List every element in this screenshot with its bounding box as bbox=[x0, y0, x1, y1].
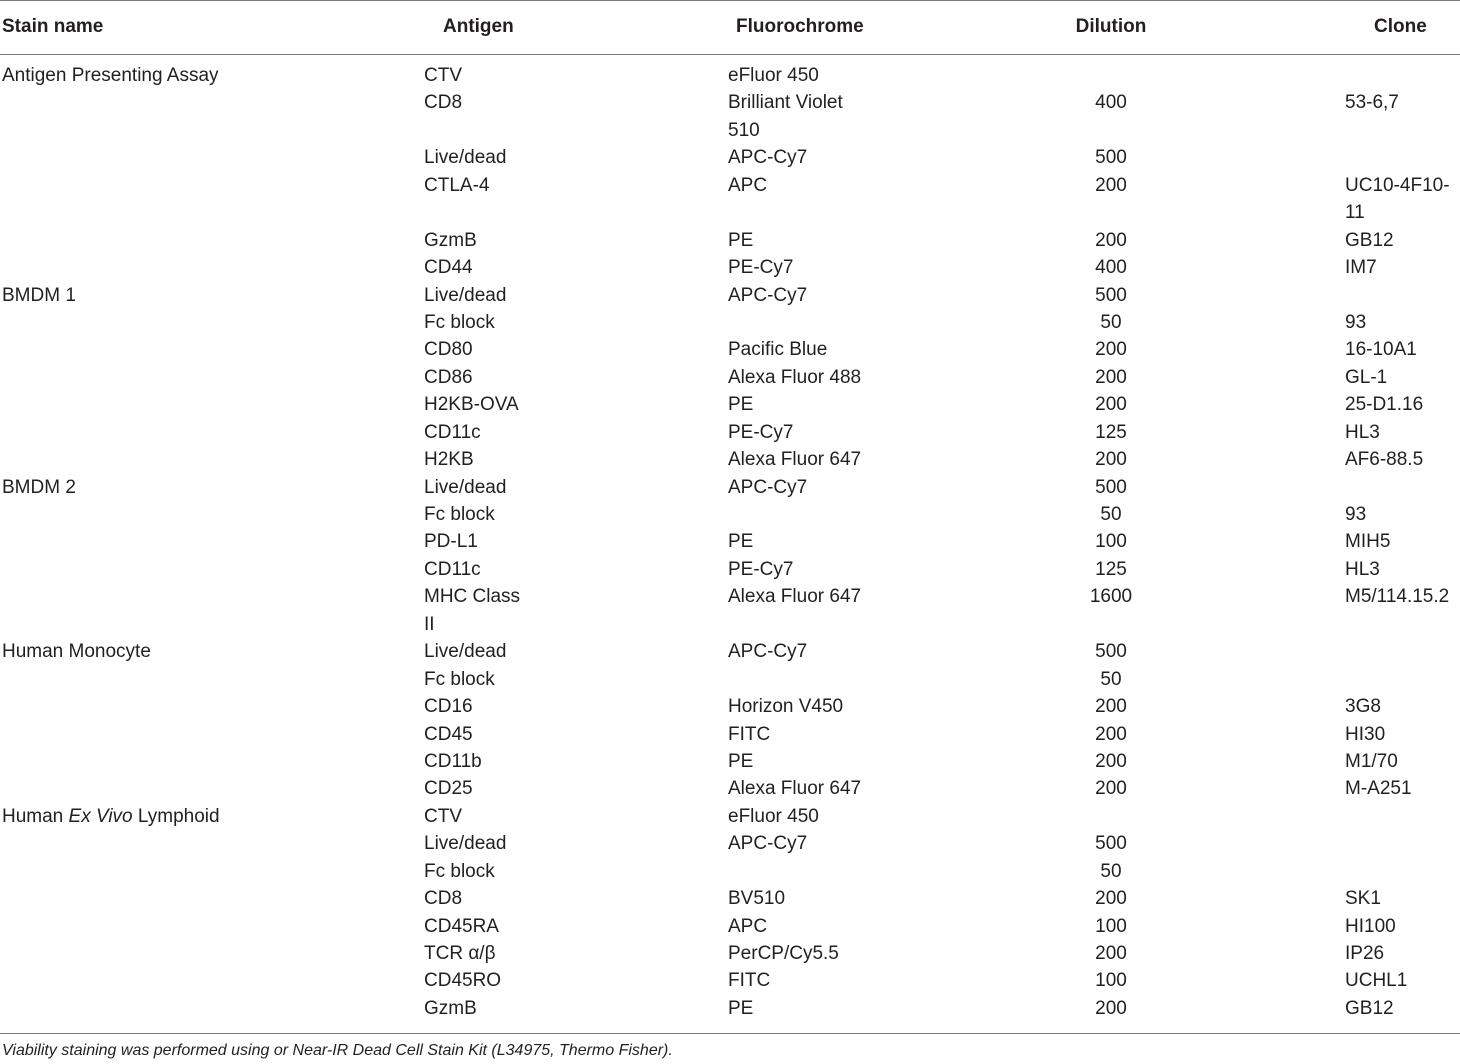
dilution-cell: 50 bbox=[1100, 311, 1122, 333]
clone-cell: IM7 bbox=[1345, 257, 1377, 279]
dilution-cell: 100 bbox=[1095, 531, 1127, 553]
antigen-cell: CD11c bbox=[424, 558, 481, 580]
clone-cell: GB12 bbox=[1345, 997, 1394, 1019]
table-row bbox=[0, 830, 1460, 857]
antigen-cell: Fc block bbox=[424, 860, 495, 882]
header-stain-name: Stain name bbox=[2, 16, 104, 37]
dilution-cell: 400 bbox=[1095, 92, 1127, 114]
dilution-cell: 200 bbox=[1095, 366, 1127, 388]
dilution-cell: 50 bbox=[1100, 860, 1122, 882]
dilution-cell: 50 bbox=[1100, 504, 1122, 525]
table-row bbox=[0, 913, 1460, 940]
table-row bbox=[0, 858, 1460, 885]
table-row bbox=[0, 172, 1460, 199]
antigen-cell: CTLA-4 bbox=[424, 174, 490, 196]
antigen-cell: Fc block bbox=[424, 504, 495, 525]
dilution-cell: 200 bbox=[1095, 943, 1127, 964]
dilution-cell: 500 bbox=[1095, 476, 1127, 498]
fluorochrome-cell: BV510 bbox=[728, 888, 786, 910]
clone-cell: M-A251 bbox=[1345, 778, 1412, 800]
table-row bbox=[0, 721, 1460, 748]
dilution-cell: 200 bbox=[1095, 229, 1127, 251]
dilution-cell: 400 bbox=[1095, 257, 1127, 279]
clone-cell: 16-10A1 bbox=[1345, 339, 1417, 361]
antigen-cell: CTV bbox=[424, 805, 462, 827]
table-row bbox=[0, 775, 1460, 802]
antigen-cell: H2KB-OVA bbox=[424, 394, 519, 416]
fluorochrome-cell: Brilliant Violet bbox=[728, 92, 843, 114]
dilution-cell: 500 bbox=[1095, 833, 1127, 855]
clone-cell: SK1 bbox=[1345, 888, 1381, 910]
table-row bbox=[0, 611, 1460, 638]
table-row bbox=[0, 144, 1460, 171]
header-clone: Clone bbox=[1374, 16, 1427, 37]
table-row bbox=[0, 391, 1460, 418]
table-top-rule bbox=[0, 0, 1460, 1]
antigen-cell: CD86 bbox=[424, 366, 473, 388]
fluorochrome-cell: APC-Cy7 bbox=[728, 833, 808, 855]
fluorochrome-cell: 510 bbox=[728, 119, 760, 141]
clone-cell: UCHL1 bbox=[1345, 970, 1408, 992]
table-row bbox=[0, 336, 1460, 363]
antigen-cell: H2KB bbox=[424, 449, 474, 471]
antigen-cell: Live/dead bbox=[424, 476, 507, 498]
fluorochrome-cell: PE bbox=[728, 394, 754, 416]
fluorochrome-cell: APC bbox=[728, 174, 768, 196]
table-row bbox=[0, 364, 1460, 391]
fluorochrome-cell: APC bbox=[728, 915, 768, 937]
table-row bbox=[0, 583, 1460, 610]
fluorochrome-cell: PE bbox=[728, 997, 754, 1019]
antigen-cell: CD8 bbox=[424, 92, 463, 114]
dilution-cell: 200 bbox=[1095, 888, 1127, 910]
fluorochrome-cell: PE-Cy7 bbox=[728, 421, 794, 443]
dilution-cell: 200 bbox=[1095, 997, 1127, 1019]
antigen-cell: CD16 bbox=[424, 696, 473, 718]
antigen-cell: CD45RO bbox=[424, 970, 502, 992]
clone-cell: 3G8 bbox=[1345, 696, 1381, 718]
fluorochrome-cell: Alexa Fluor 647 bbox=[728, 449, 862, 471]
dilution-cell: 200 bbox=[1095, 750, 1127, 772]
dilution-cell: 200 bbox=[1095, 778, 1127, 800]
table-row bbox=[0, 309, 1460, 336]
clone-cell: 25-D1.16 bbox=[1345, 394, 1424, 416]
fluorochrome-cell: PerCP/Cy5.5 bbox=[728, 943, 839, 964]
dilution-cell: 200 bbox=[1095, 339, 1127, 361]
clone-cell: IP26 bbox=[1345, 943, 1385, 964]
antigen-cell: CD8 bbox=[424, 888, 463, 910]
clone-cell: M5/114.15.2 bbox=[1345, 586, 1450, 608]
fluorochrome-cell: Alexa Fluor 647 bbox=[728, 778, 862, 800]
fluorochrome-cell: eFluor 450 bbox=[728, 65, 819, 86]
dilution-cell: 125 bbox=[1095, 421, 1127, 443]
header-antigen: Antigen bbox=[443, 16, 514, 37]
antigen-cell: CD45RA bbox=[424, 915, 499, 937]
dilution-cell: 200 bbox=[1095, 696, 1127, 718]
dilution-cell: 125 bbox=[1095, 558, 1127, 580]
stain-name-cell: Human Monocyte bbox=[2, 641, 151, 663]
table-row bbox=[0, 199, 1460, 226]
table-row bbox=[0, 501, 1460, 528]
dilution-cell: 500 bbox=[1095, 641, 1127, 663]
stain-name-cell: BMDM 2 bbox=[2, 476, 76, 498]
stain-name-cell: Antigen Presenting Assay bbox=[2, 65, 219, 86]
dilution-cell: 200 bbox=[1095, 394, 1127, 416]
table-row bbox=[0, 254, 1460, 281]
antigen-cell: CD25 bbox=[424, 778, 473, 800]
fluorochrome-cell: FITC bbox=[728, 970, 771, 992]
antigen-cell: CD80 bbox=[424, 339, 473, 361]
antigen-cell: Live/dead bbox=[424, 641, 507, 663]
antigen-cell: Live/dead bbox=[424, 147, 507, 169]
dilution-cell: 100 bbox=[1095, 970, 1127, 992]
clone-cell: HI100 bbox=[1345, 915, 1396, 937]
dilution-cell: 500 bbox=[1095, 284, 1127, 306]
table-bottom-rule bbox=[0, 1033, 1460, 1034]
table-row bbox=[0, 748, 1460, 775]
table-body bbox=[0, 62, 1460, 1022]
clone-cell: AF6-88.5 bbox=[1345, 449, 1424, 471]
fluorochrome-cell: PE bbox=[728, 531, 754, 553]
clone-cell: 93 bbox=[1345, 311, 1367, 333]
table-row bbox=[0, 227, 1460, 254]
table-row bbox=[0, 117, 1460, 144]
table-row bbox=[0, 666, 1460, 693]
dilution-cell: 500 bbox=[1095, 147, 1127, 169]
stain-name-cell: BMDM 1 bbox=[2, 284, 76, 306]
clone-cell: HL3 bbox=[1345, 558, 1380, 580]
clone-cell: UC10-4F10- bbox=[1345, 174, 1450, 196]
table-row bbox=[0, 638, 1460, 665]
table-row bbox=[0, 556, 1460, 583]
fluorochrome-cell: Horizon V450 bbox=[728, 696, 844, 718]
clone-cell: 11 bbox=[1345, 202, 1365, 224]
antigen-cell: Live/dead bbox=[424, 833, 507, 855]
dilution-cell: 1600 bbox=[1089, 586, 1133, 608]
table-row bbox=[0, 995, 1460, 1022]
antigen-cell: MHC Class bbox=[424, 586, 521, 608]
table-row bbox=[0, 419, 1460, 446]
fluorochrome-cell: APC-Cy7 bbox=[728, 641, 808, 663]
table-row bbox=[0, 885, 1460, 912]
antigen-cell: Fc block bbox=[424, 311, 495, 333]
table-row bbox=[0, 803, 1460, 830]
fluorochrome-cell: APC-Cy7 bbox=[728, 476, 808, 498]
dilution-cell: 200 bbox=[1095, 174, 1127, 196]
dilution-cell: 50 bbox=[1100, 668, 1122, 690]
header-dilution: Dilution bbox=[1075, 16, 1147, 37]
clone-cell: GL-1 bbox=[1345, 366, 1388, 388]
clone-cell: 53-6,7 bbox=[1345, 92, 1399, 114]
table-row bbox=[0, 62, 1460, 89]
clone-cell: 93 bbox=[1345, 504, 1367, 525]
dilution-cell: 200 bbox=[1095, 449, 1127, 471]
fluorochrome-cell: APC-Cy7 bbox=[728, 284, 808, 306]
clone-cell: M1/70 bbox=[1345, 750, 1398, 772]
antigen-cell: CD11b bbox=[424, 750, 482, 772]
clone-cell: HI30 bbox=[1345, 723, 1386, 745]
fluorochrome-cell: Pacific Blue bbox=[728, 339, 828, 361]
antigen-cell: CTV bbox=[424, 65, 462, 86]
fluorochrome-cell: FITC bbox=[728, 723, 771, 745]
table-row bbox=[0, 967, 1460, 994]
antigen-cell: II bbox=[424, 613, 435, 635]
header-rule bbox=[0, 54, 1460, 55]
stain-name-cell: Human Ex Vivo Lymphoid bbox=[2, 805, 220, 827]
fluorochrome-cell: PE-Cy7 bbox=[728, 257, 794, 279]
antigen-cell: PD-L1 bbox=[424, 531, 478, 553]
clone-cell: HL3 bbox=[1345, 421, 1380, 443]
header-fluorochrome: Fluorochrome bbox=[736, 16, 864, 37]
fluorochrome-cell: PE bbox=[728, 229, 754, 251]
fluorochrome-cell: APC-Cy7 bbox=[728, 147, 808, 169]
table-row bbox=[0, 474, 1460, 501]
antigen-cell: CD11c bbox=[424, 421, 481, 443]
table-row bbox=[0, 282, 1460, 309]
dilution-cell: 200 bbox=[1095, 723, 1127, 745]
clone-cell: MIH5 bbox=[1345, 531, 1391, 553]
fluorochrome-cell: PE-Cy7 bbox=[728, 558, 794, 580]
table-row bbox=[0, 693, 1460, 720]
table-footnote: Viability staining was performed using or Near-IR Dead Cell Stain Kit (L34975, Thermo Fisher). bbox=[2, 1042, 673, 1059]
antigen-cell: CD44 bbox=[424, 257, 473, 279]
antigen-cell: Fc block bbox=[424, 668, 495, 690]
antigen-cell: TCR α/β bbox=[424, 943, 496, 964]
fluorochrome-cell: Alexa Fluor 488 bbox=[728, 366, 862, 388]
table-row bbox=[0, 446, 1460, 473]
fluorochrome-cell: eFluor 450 bbox=[728, 805, 819, 827]
table-row bbox=[0, 940, 1460, 967]
antigen-cell: GzmB bbox=[424, 229, 477, 251]
dilution-cell: 100 bbox=[1095, 915, 1127, 937]
antigen-cell: Live/dead bbox=[424, 284, 507, 306]
table-row bbox=[0, 89, 1460, 116]
fluorochrome-cell: PE bbox=[728, 750, 754, 772]
clone-cell: GB12 bbox=[1345, 229, 1394, 251]
table-row bbox=[0, 528, 1460, 555]
fluorochrome-cell: Alexa Fluor 647 bbox=[728, 586, 862, 608]
antigen-cell: CD45 bbox=[424, 723, 473, 745]
antigen-cell: GzmB bbox=[424, 997, 477, 1019]
